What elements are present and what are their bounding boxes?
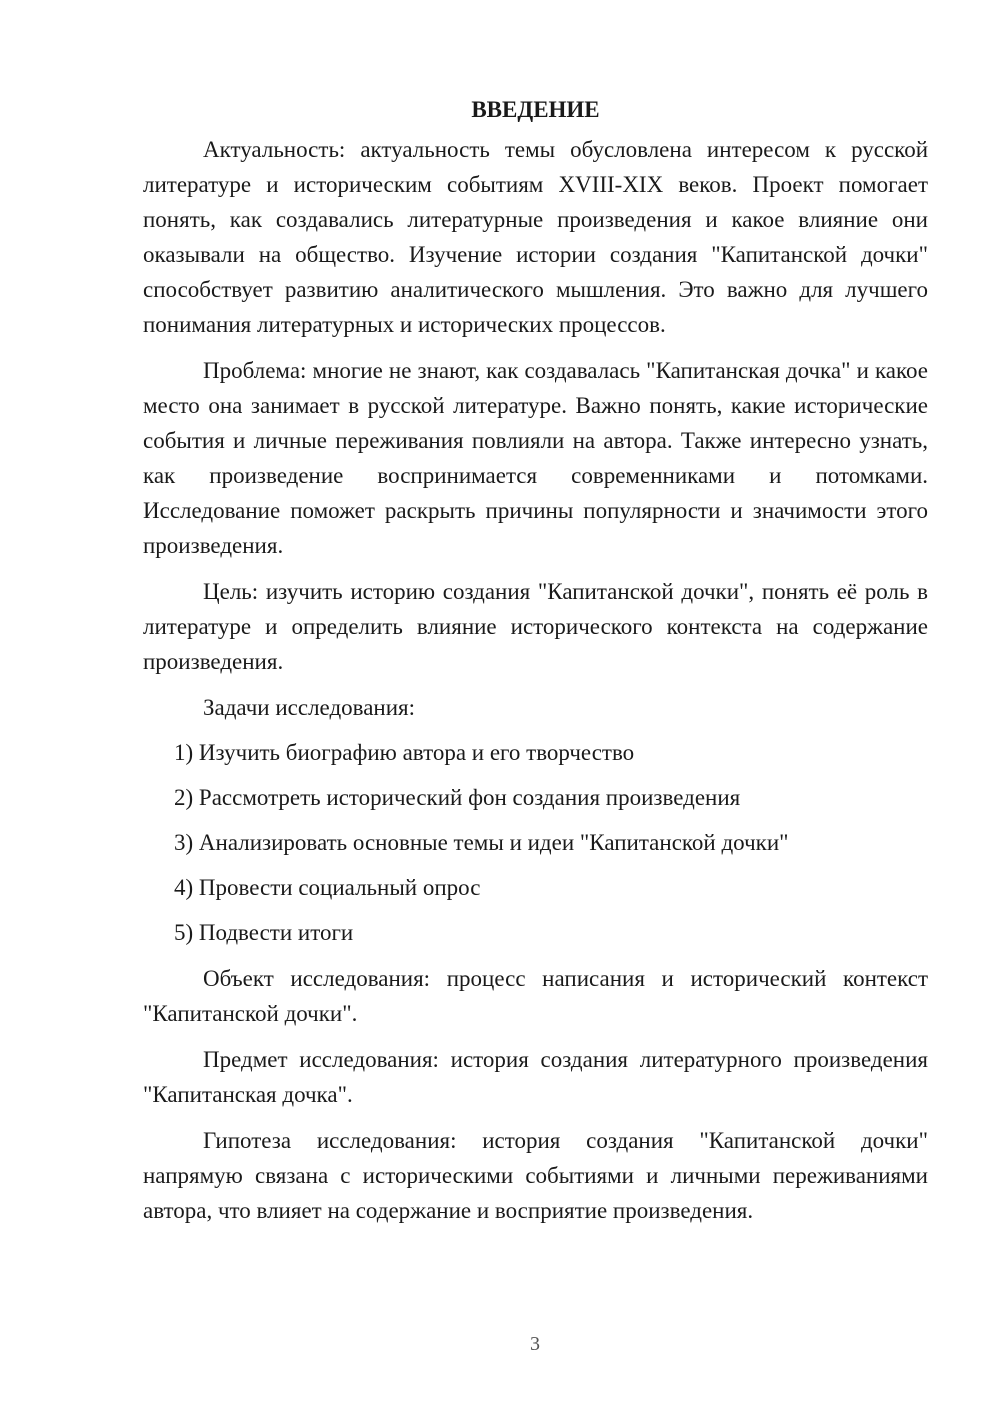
tasks-heading: Задачи исследования: <box>203 695 416 720</box>
document-page <box>143 92 928 1239</box>
list-item: 2) Рассмотреть исторический фон создания произведения <box>174 785 741 810</box>
list-item: 3) Анализировать основные темы и идеи "Капитанской дочки" <box>174 830 789 855</box>
list-item: 4) Провести социальный опрос <box>174 875 481 900</box>
list-item: 5) Подвести итоги <box>174 920 354 945</box>
paragraph-problem: Проблема: многие не знают, как создавалась "Капитанская дочка" и какое место она занимает в русской литературе. Важно понять, какие исторические события и личные переживания повлияли на автора. Также интересно узнать, как произведение воспринимается современниками и потомками. Исследование поможет раскрыть причины популярности и значимости этого произведения. <box>143 358 928 558</box>
list-item: 1) Изучить биографию автора и его творчество <box>174 740 635 765</box>
paragraph-relevance: Актуальность: актуальность темы обусловлена интересом к русской литературе и историческим событиям XVIII-XIX веков. Проект помогает понять, как создавались литературные произведения и какое влияние они оказывали на общество. Изучение истории создания "Капитанской дочки" способствует развитию аналитического мышления. Это важно для лучшего понимания литературных и исторических процессов. <box>143 137 928 337</box>
page-number: 3 <box>530 1333 540 1355</box>
paragraph-hypothesis: Гипотеза исследования: история создания "Капитанской дочки" напрямую связана с историческими событиями и личными переживаниями автора, что влияет на содержание и восприятие произведения. <box>143 1128 928 1223</box>
paragraph-object: Объект исследования: процесс написания и исторический контекст "Капитанской дочки". <box>143 966 928 1026</box>
section-title: ВВЕДЕНИЕ <box>471 97 600 122</box>
paragraph-subject: Предмет исследования: история создания литературного произведения "Капитанская дочка". <box>143 1047 928 1107</box>
task-list <box>143 735 928 950</box>
paragraph-goal: Цель: изучить историю создания "Капитанской дочки", понять её роль в литературе и определить влияние исторического контекста на содержание произведения. <box>143 579 928 674</box>
